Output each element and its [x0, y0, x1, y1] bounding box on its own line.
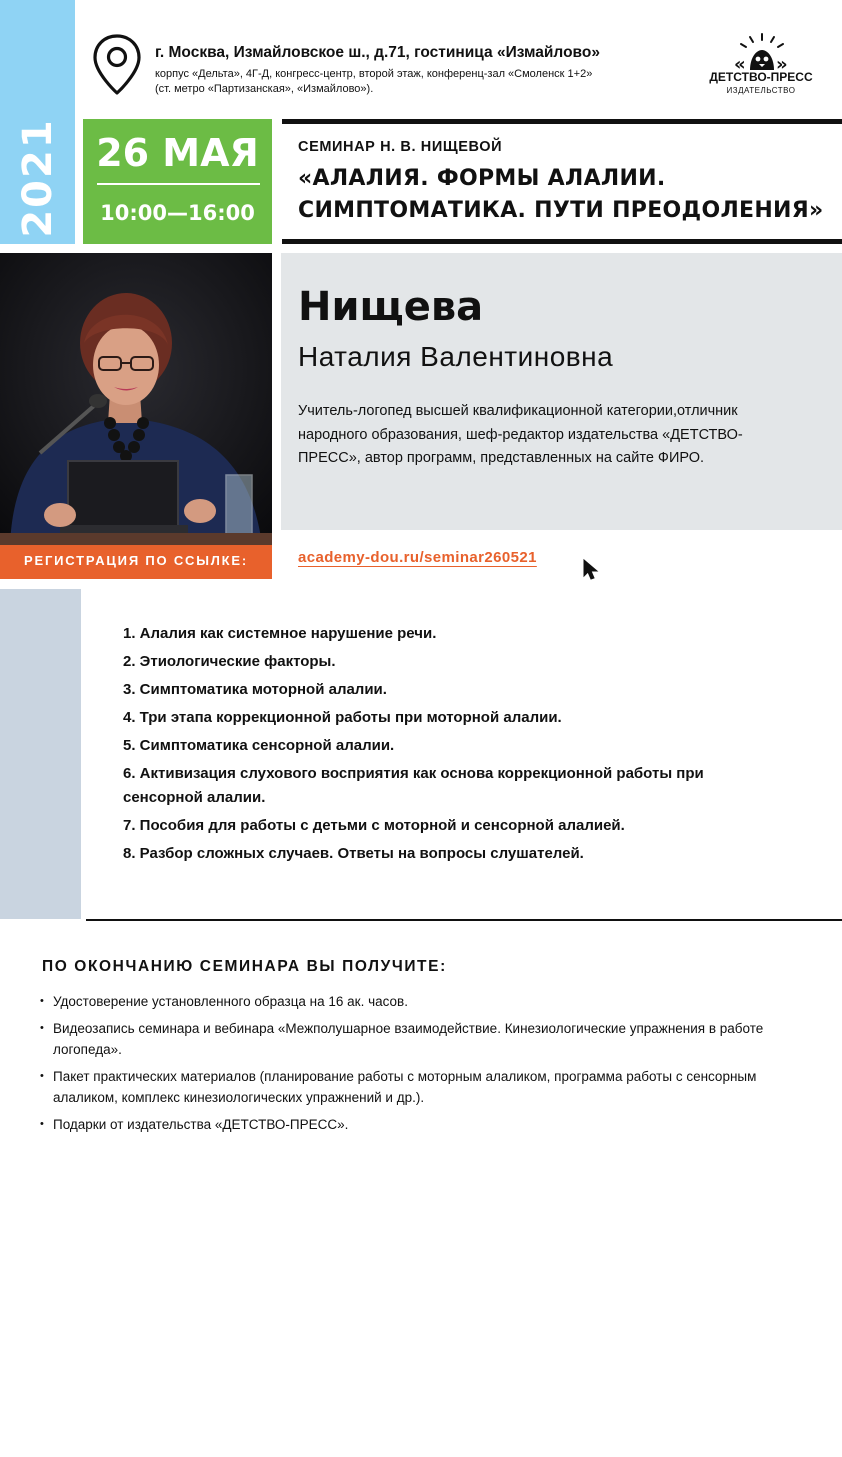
date-divider — [97, 183, 260, 185]
logo-name: ДЕТСТВО-ПРЕСС — [709, 70, 813, 84]
address-metro: (ст. метро «Партизанская», «Измайлово»). — [155, 83, 374, 95]
svg-text:»: » — [776, 54, 788, 75]
plan-divider — [86, 919, 842, 921]
plan-item: 6. Активизация слухового восприятия как основа коррекционной работы при сенсорной алалии. — [123, 765, 704, 806]
logo-subtitle: ИЗДАТЕЛЬСТВО — [726, 86, 796, 95]
cursor-arrow-icon — [583, 559, 599, 581]
benefit-item: • Видеозапись семинара и вебинара «Межполушарное взаимодействие. Кинезиологические упражнения в работе логопеда». — [40, 1018, 800, 1060]
plan-item: 4. Три этапа коррекционной работы при моторной алалии. — [123, 709, 562, 726]
seminar-author: СЕМИНАР Н. В. НИЩЕВОЙ — [298, 139, 503, 155]
title-rule-bottom — [282, 239, 842, 244]
event-time: 10:00—16:00 — [100, 201, 255, 225]
benefits-list — [40, 991, 800, 1141]
speaker-last-name: Нищева — [298, 284, 484, 330]
plan-item: 2. Этиологические факторы. — [123, 653, 336, 670]
address-detail: корпус «Дельта», 4Г-Д, конгресс-центр, второй этаж, конференц-зал «Смоленск 1+2» — [155, 68, 593, 80]
plan-item: 7. Пособия для работы с детьми с моторной и сенсорной алалией. — [123, 817, 625, 834]
seminar-title-line-1: «АЛАЛИЯ. ФОРМЫ АЛАЛИИ. — [298, 166, 666, 191]
speaker-first-names: Наталия Валентиновна — [298, 341, 614, 372]
address-main: г. Москва, Измайловское ш., д.71, гостиница «Измайлово» — [155, 44, 600, 61]
benefit-item: • Подарки от издательства «ДЕТСТВО-ПРЕСС». — [40, 1114, 800, 1135]
plan-item: 1. Алалия как системное нарушение речи. — [123, 625, 437, 642]
svg-text:«: « — [734, 54, 746, 75]
registration-label: РЕГИСТРАЦИЯ ПО ССЫЛКЕ: — [24, 553, 248, 568]
plan-item: 8. Разбор сложных случаев. Ответы на вопросы слушателей. — [123, 845, 584, 862]
speaker-bio: Учитель-логопед высшей квалификационной категории,отличник народного образования, шеф-редактор издательства «ДЕТСТВО-ПРЕСС», автор программ, представленных на сайте ФИРО. — [298, 403, 743, 466]
benefit-item: • Удостоверение установленного образца на 16 ак. часов. — [40, 991, 800, 1012]
benefit-item: • Пакет практических материалов (планирование работы с моторным алаликом, программа работы с сенсорным алаликом, комплекс кинезиологических упражнений и др.). — [40, 1066, 800, 1108]
registration-link[interactable]: academy-dou.ru/seminar260521 — [298, 549, 537, 566]
speaker-photo — [0, 253, 272, 545]
plan-label: ПЛАН СЕМИНАРА — [43, 1220, 64, 1457]
plan-item: 3. Симптоматика моторной алалии. — [123, 681, 387, 698]
location-pin-icon — [92, 33, 142, 97]
plan-item: 5. Симптоматика сенсорной алалии. — [123, 737, 395, 754]
benefits-heading: ПО ОКОНЧАНИЮ СЕМИНАРА ВЫ ПОЛУЧИТЕ: — [42, 958, 447, 975]
plan-list — [123, 622, 763, 870]
year-label: 2021 — [15, 118, 61, 238]
event-date: 26 МАЯ — [96, 131, 259, 175]
title-rule-top — [282, 119, 842, 124]
seminar-title-line-2: СИМПТОМАТИКА. ПУТИ ПРЕОДОЛЕНИЯ» — [298, 198, 824, 223]
